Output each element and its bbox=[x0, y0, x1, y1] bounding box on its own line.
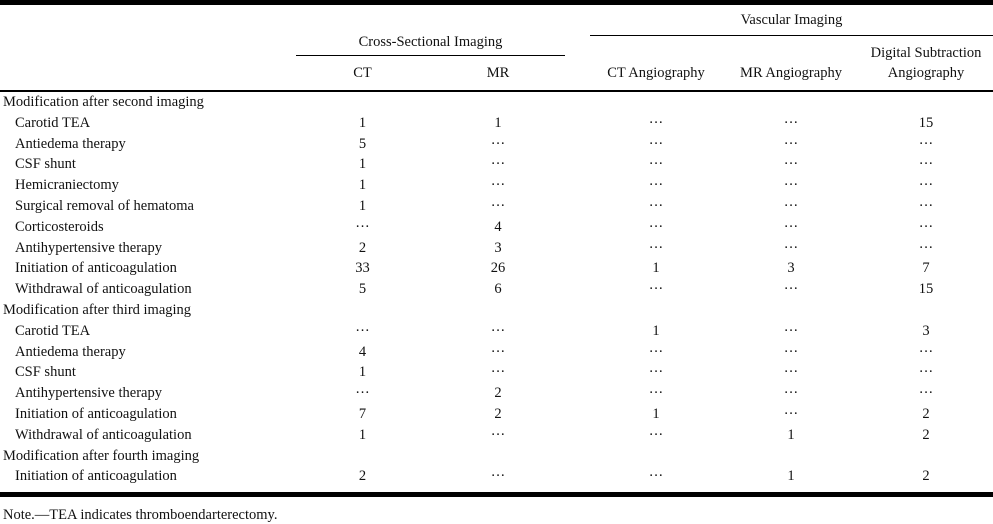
ct-angiography-cell: ··· bbox=[648, 385, 664, 402]
table-row bbox=[0, 383, 993, 404]
mr-cell: 2 bbox=[494, 406, 502, 422]
mr-angiography-cell: ··· bbox=[783, 218, 799, 235]
ct-angiography-cell: ··· bbox=[648, 198, 664, 214]
mr-angiography-cell: ··· bbox=[783, 156, 799, 173]
mr-cell: ··· bbox=[490, 364, 506, 381]
ct-angiography-cell: ··· bbox=[648, 177, 664, 194]
ct-cell: 7 bbox=[358, 406, 367, 422]
row-label: Antihypertensive therapy bbox=[15, 385, 162, 402]
mr-angiography-cell: 1 bbox=[787, 426, 795, 443]
ct-angiography-cell: ··· bbox=[648, 156, 664, 173]
row-label: Antiedema therapy bbox=[15, 343, 126, 360]
ct-cell: 5 bbox=[358, 281, 367, 298]
ct-angiography-cell: ··· bbox=[648, 239, 664, 256]
row-label: Withdrawal of anticoagulation bbox=[15, 426, 192, 443]
dsa-cell: ··· bbox=[918, 135, 934, 152]
col-header-mr-angiography: MR Angiography bbox=[740, 65, 842, 81]
table-row bbox=[0, 196, 993, 217]
section-row bbox=[0, 300, 993, 321]
ct-angiography-cell: ··· bbox=[648, 218, 664, 235]
cross-sectional-group-header: Cross-Sectional Imaging bbox=[358, 34, 503, 50]
col-header-ct: CT bbox=[353, 65, 372, 81]
row-label: Antihypertensive therapy bbox=[15, 239, 162, 256]
cross-sectional-span-rule bbox=[296, 55, 565, 56]
dsa-cell: 2 bbox=[922, 426, 930, 443]
table-note: Note.—TEA indicates thromboendarterectomy. bbox=[3, 507, 278, 523]
section-row bbox=[0, 92, 993, 113]
dsa-cell: 3 bbox=[922, 322, 930, 339]
mr-cell: ··· bbox=[490, 198, 506, 214]
ct-cell: 4 bbox=[358, 343, 367, 360]
mr-cell: ··· bbox=[490, 135, 506, 152]
mr-angiography-cell: 1 bbox=[787, 468, 795, 485]
ct-angiography-cell: ··· bbox=[648, 281, 664, 298]
row-label: CSF shunt bbox=[15, 364, 76, 381]
vascular-imaging-group-header: Vascular Imaging bbox=[740, 12, 843, 28]
mr-angiography-cell: ··· bbox=[783, 343, 799, 360]
ct-cell: 2 bbox=[358, 468, 367, 485]
row-label: Initiation of anticoagulation bbox=[15, 406, 177, 422]
table-row bbox=[0, 321, 993, 342]
mr-cell: 4 bbox=[494, 218, 502, 235]
ct-angiography-cell: 1 bbox=[652, 406, 660, 422]
table-row bbox=[0, 362, 993, 383]
col-header-ct-angiography: CT Angiography bbox=[607, 65, 705, 81]
ct-cell: 33 bbox=[355, 260, 370, 277]
table-row bbox=[0, 466, 993, 487]
dsa-cell: ··· bbox=[918, 156, 934, 173]
ct-angiography-cell: 1 bbox=[652, 322, 660, 339]
row-label: Surgical removal of hematoma bbox=[15, 198, 194, 214]
table-row bbox=[0, 238, 993, 259]
row-label: CSF shunt bbox=[15, 156, 76, 173]
table-row bbox=[0, 134, 993, 155]
mr-cell: ··· bbox=[490, 468, 506, 485]
mr-angiography-cell: ··· bbox=[783, 385, 799, 402]
ct-angiography-cell: ··· bbox=[648, 114, 664, 131]
dsa-cell: ··· bbox=[918, 177, 934, 194]
mr-angiography-cell: ··· bbox=[783, 198, 799, 214]
dsa-cell: ··· bbox=[918, 343, 934, 360]
dsa-cell: ··· bbox=[918, 239, 934, 256]
mr-angiography-cell: ··· bbox=[783, 322, 799, 339]
ct-cell: ··· bbox=[355, 322, 370, 339]
section-label: Modification after second imaging bbox=[3, 94, 204, 110]
table-row bbox=[0, 217, 993, 238]
dsa-cell: 15 bbox=[918, 114, 934, 131]
table-row bbox=[0, 342, 993, 363]
dsa-cell: 7 bbox=[922, 260, 930, 277]
mr-angiography-cell: ··· bbox=[783, 135, 799, 152]
row-label: Initiation of anticoagulation bbox=[15, 468, 177, 485]
mr-cell: ··· bbox=[490, 426, 506, 443]
mr-cell: ··· bbox=[490, 343, 506, 360]
table-row bbox=[0, 113, 993, 134]
col-header-dsa-line1: Digital Subtraction bbox=[870, 45, 982, 61]
ct-cell: 1 bbox=[358, 198, 367, 214]
col-header-dsa-line2: Angiography bbox=[887, 65, 965, 81]
mr-cell: 3 bbox=[494, 239, 502, 256]
mr-angiography-cell: ··· bbox=[783, 177, 799, 194]
row-label: Initiation of anticoagulation bbox=[15, 260, 177, 277]
ct-cell: ··· bbox=[355, 218, 370, 235]
mr-angiography-cell: ··· bbox=[783, 281, 799, 298]
table-row bbox=[0, 258, 993, 279]
ct-cell: 1 bbox=[358, 426, 367, 443]
mr-angiography-cell: ··· bbox=[783, 239, 799, 256]
mr-cell: 6 bbox=[494, 281, 502, 298]
ct-cell: 2 bbox=[358, 239, 367, 256]
section-label: Modification after third imaging bbox=[3, 302, 192, 318]
mr-cell: ··· bbox=[490, 177, 506, 194]
dsa-cell: 2 bbox=[922, 468, 930, 485]
row-label: Corticosteroids bbox=[15, 218, 104, 235]
ct-angiography-cell: ··· bbox=[648, 343, 664, 360]
col-header-mr: MR bbox=[486, 65, 510, 81]
ct-cell: 1 bbox=[358, 114, 367, 131]
table-row bbox=[0, 404, 993, 425]
dsa-cell: ··· bbox=[918, 364, 934, 381]
row-label: Carotid TEA bbox=[15, 322, 91, 339]
mr-cell: ··· bbox=[490, 156, 506, 173]
row-label: Hemicraniectomy bbox=[15, 177, 119, 194]
dsa-cell: 15 bbox=[918, 281, 934, 298]
mr-cell: ··· bbox=[490, 322, 506, 339]
table-row bbox=[0, 425, 993, 446]
ct-angiography-cell: ··· bbox=[648, 364, 664, 381]
mr-cell: 2 bbox=[494, 385, 502, 402]
vascular-imaging-span-rule bbox=[590, 35, 993, 36]
ct-cell: 1 bbox=[358, 364, 367, 381]
dsa-cell: ··· bbox=[918, 198, 934, 214]
ct-angiography-cell: ··· bbox=[648, 135, 664, 152]
table-row bbox=[0, 154, 993, 175]
ct-angiography-cell: ··· bbox=[648, 426, 664, 443]
ct-angiography-cell: ··· bbox=[648, 468, 664, 485]
row-label: Carotid TEA bbox=[15, 114, 91, 131]
mr-cell: 26 bbox=[490, 260, 506, 277]
mr-angiography-cell: ··· bbox=[783, 364, 799, 381]
mr-angiography-cell: ··· bbox=[783, 406, 799, 422]
ct-cell: 1 bbox=[358, 177, 367, 194]
table-row bbox=[0, 175, 993, 196]
dsa-cell: ··· bbox=[918, 385, 934, 402]
mr-angiography-cell: 3 bbox=[787, 260, 795, 277]
section-row bbox=[0, 446, 993, 467]
table-top-rule bbox=[0, 0, 993, 5]
table-bottom-rule bbox=[0, 492, 993, 497]
ct-cell: ··· bbox=[355, 385, 370, 402]
mr-cell: 1 bbox=[494, 114, 502, 131]
section-label: Modification after fourth imaging bbox=[3, 447, 200, 464]
ct-angiography-cell: 1 bbox=[652, 260, 660, 277]
ct-cell: 5 bbox=[358, 135, 367, 152]
table-row bbox=[0, 279, 993, 300]
row-label: Antiedema therapy bbox=[15, 135, 126, 152]
dsa-cell: 2 bbox=[922, 406, 930, 422]
mr-angiography-cell: ··· bbox=[783, 114, 799, 131]
dsa-cell: ··· bbox=[918, 218, 934, 235]
row-label: Withdrawal of anticoagulation bbox=[15, 281, 192, 298]
ct-cell: 1 bbox=[358, 156, 367, 173]
